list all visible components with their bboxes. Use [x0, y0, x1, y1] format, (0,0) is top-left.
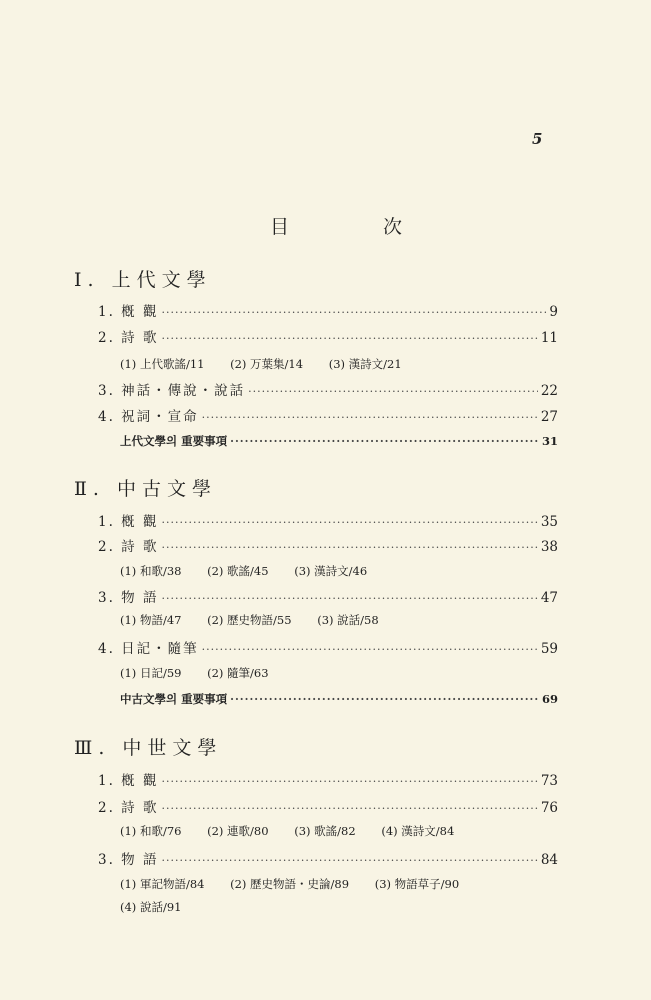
entry-page: 35	[540, 514, 558, 530]
sub-entry[interactable]: (3) 物語草子/90	[374, 877, 460, 891]
dot-leader	[202, 411, 538, 424]
sub-entry[interactable]: (1) 和歌/38	[120, 564, 182, 578]
entry-page: 31	[541, 434, 558, 448]
entry-label: 4. 祝詞・宣命	[98, 409, 199, 425]
toc-entry[interactable]	[98, 848, 558, 868]
toc-entry[interactable]	[98, 637, 558, 657]
toc-summary[interactable]	[120, 433, 558, 449]
entry-page: 27	[540, 409, 558, 425]
sub-entries	[120, 665, 291, 681]
dot-leader	[161, 802, 537, 815]
entry-page: 76	[540, 800, 558, 816]
sub-entry[interactable]: (2) 歌謠/45	[207, 564, 269, 578]
sub-entry[interactable]: (3) 漢詩文/21	[328, 357, 402, 371]
sub-entry[interactable]: (3) 歌謠/82	[294, 824, 356, 838]
sub-entry[interactable]: (2) 万葉集/14	[230, 357, 304, 371]
entry-page: 47	[540, 590, 558, 606]
sub-entry[interactable]: (1) 上代歌謠/11	[120, 357, 205, 371]
entry-page: 11	[540, 330, 558, 346]
dot-leader	[161, 516, 537, 529]
sub-entry[interactable]: (4) 漢詩文/84	[381, 824, 455, 838]
dot-leader	[161, 541, 537, 554]
entry-page: 38	[540, 539, 558, 555]
entry-label: 2. 詩 歌	[98, 330, 159, 346]
entry-label: 2. 詩 歌	[98, 800, 159, 816]
toc-entry[interactable]	[98, 510, 558, 530]
toc-entry[interactable]	[98, 796, 558, 816]
sub-entry[interactable]: (1) 和歌/76	[120, 824, 182, 838]
entry-label: 1. 槪 觀	[98, 514, 159, 530]
sub-entries	[120, 563, 389, 579]
dot-leader	[230, 693, 539, 706]
sub-entry[interactable]: (3) 說話/58	[317, 613, 379, 627]
entry-label: 1. 槪 觀	[98, 304, 159, 320]
toc-entry[interactable]	[98, 586, 558, 606]
entry-label: 1. 槪 觀	[98, 773, 159, 789]
sub-entry[interactable]: (2) 歷史物語・史論/89	[230, 877, 350, 891]
toc-summary[interactable]	[120, 691, 558, 707]
dot-leader	[161, 854, 537, 867]
sub-entry[interactable]: (1) 軍記物語/84	[120, 877, 205, 891]
entry-page: 9	[549, 304, 558, 320]
sub-entry[interactable]: (4) 說話/91	[120, 900, 182, 914]
sub-entries	[120, 899, 203, 915]
summary-label: 上代文學의 重要事項	[120, 434, 228, 448]
page-number: 5	[532, 130, 543, 148]
entry-label: 3. 物 語	[98, 852, 159, 868]
entry-label: 2. 詩 歌	[98, 539, 159, 555]
dot-leader	[248, 385, 538, 398]
entry-label: 3. 神話・傳說・說話	[98, 383, 246, 399]
toc-entry[interactable]	[98, 300, 558, 320]
dot-leader	[161, 592, 537, 605]
sub-entry[interactable]: (2) 歷史物語/55	[207, 613, 292, 627]
entry-page: 69	[541, 692, 558, 706]
sub-entries	[120, 612, 401, 628]
sub-entry[interactable]: (1) 物語/47	[120, 613, 182, 627]
sub-entry[interactable]: (1) 日記/59	[120, 666, 182, 680]
part-heading: I. 上代文學	[74, 269, 212, 291]
dot-leader	[161, 306, 546, 319]
sub-entries	[120, 876, 481, 892]
dot-leader	[230, 435, 539, 448]
entry-label: 4. 日記・隨筆	[98, 641, 199, 657]
dot-leader	[202, 643, 538, 656]
toc-entry[interactable]	[98, 769, 558, 789]
sub-entry[interactable]: (2) 隨筆/63	[207, 666, 269, 680]
sub-entry[interactable]: (2) 連歌/80	[207, 824, 269, 838]
toc-entry[interactable]	[98, 326, 558, 346]
toc-entry[interactable]	[98, 379, 558, 399]
dot-leader	[161, 775, 537, 788]
entry-page: 22	[540, 383, 558, 399]
sub-entries	[120, 823, 476, 839]
sub-entries	[120, 356, 424, 372]
toc-entry[interactable]	[98, 405, 558, 425]
toc-entry[interactable]	[98, 535, 558, 555]
dot-leader	[161, 332, 537, 345]
sub-entry[interactable]: (3) 漢詩文/46	[294, 564, 368, 578]
summary-label: 中古文學의 重要事項	[120, 692, 228, 706]
toc-title: 目 次	[270, 216, 447, 238]
entry-page: 84	[540, 852, 558, 868]
entry-label: 3. 物 語	[98, 590, 159, 606]
part-heading: Ⅱ. 中古文學	[74, 478, 217, 500]
entry-page: 73	[540, 773, 558, 789]
entry-page: 59	[540, 641, 558, 657]
part-heading: Ⅲ. 中世文學	[74, 737, 223, 759]
